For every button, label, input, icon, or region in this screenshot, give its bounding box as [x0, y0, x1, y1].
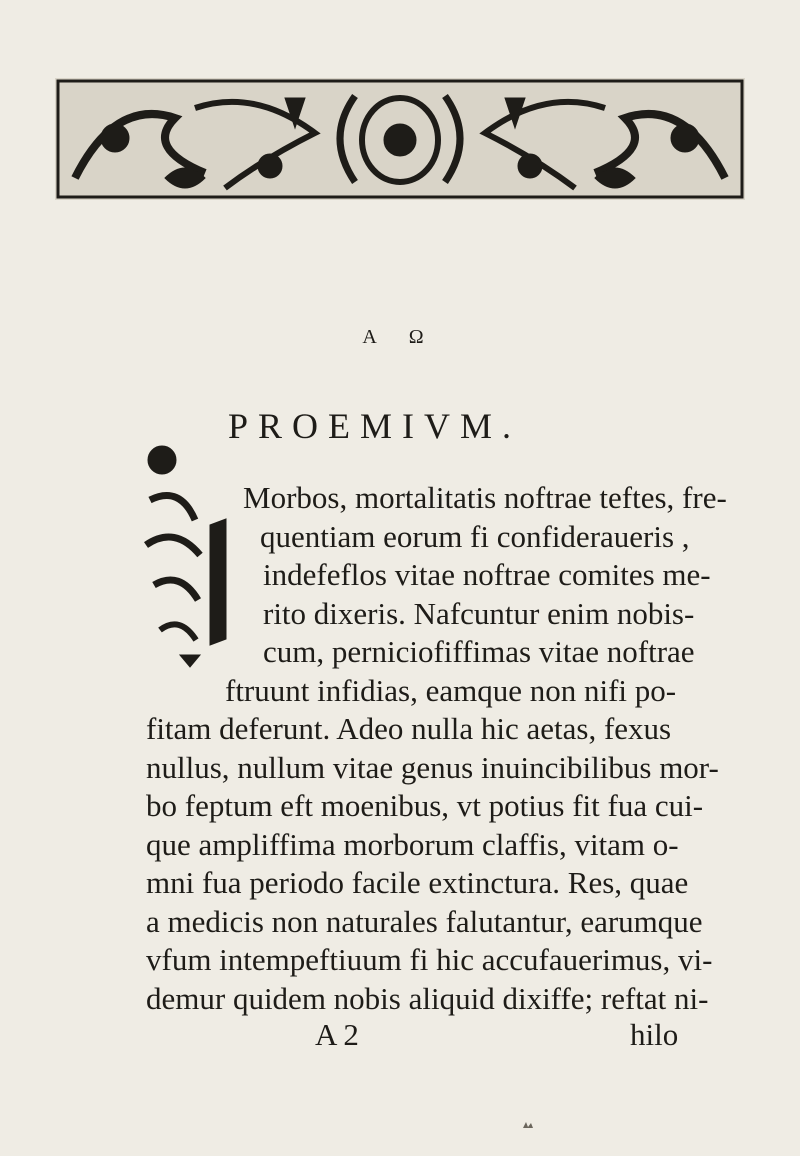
body-line: que ampliffima morborum claffis, vitam o- — [146, 826, 679, 862]
ornamental-headpiece-icon — [55, 78, 745, 200]
body-line: bo feptum eft moenibus, vt potius fit fua cui- — [146, 788, 704, 823]
body-line: mni fua periodo facile extinctura. Res, quae — [146, 865, 689, 900]
body-line: a medicis non naturales falutantur, earumque — [146, 903, 703, 939]
body-line: fitam deferunt. Adeo nulla hic aetas, fexus — [146, 711, 672, 746]
page-title: PROEMIVM. — [228, 406, 522, 446]
body-line: quentiam eorum fi confideraueris , — [260, 518, 690, 554]
catchword: hilo — [630, 1017, 679, 1052]
signature-mark: A 2 — [315, 1017, 359, 1052]
ornamental-initial-icon — [140, 425, 240, 675]
body-line: Morbos, mortalitatis noftrae teftes, fre- — [243, 480, 727, 515]
ink-speck-icon — [522, 1120, 534, 1130]
body-line: vfum intempeftiuum fi hic accufauerimus, vi- — [146, 942, 713, 977]
body-line: demur quidem nobis aliquid dixiffe; reftat ni- — [146, 980, 709, 1016]
body-line: indefeflos vitae noftrae comites me- — [263, 557, 711, 592]
body-line: cum, perniciofiffimas vitae noftrae — [263, 634, 695, 669]
body-line: ftruunt infidias, eamque non nifi po- — [225, 672, 677, 708]
body-line: rito dixeris. Nafcuntur enim nobis- — [263, 595, 695, 631]
body-line: nullus, nullum vitae genus inuincibilibus mor- — [146, 749, 719, 785]
page-header-label: A Ω — [362, 326, 438, 348]
